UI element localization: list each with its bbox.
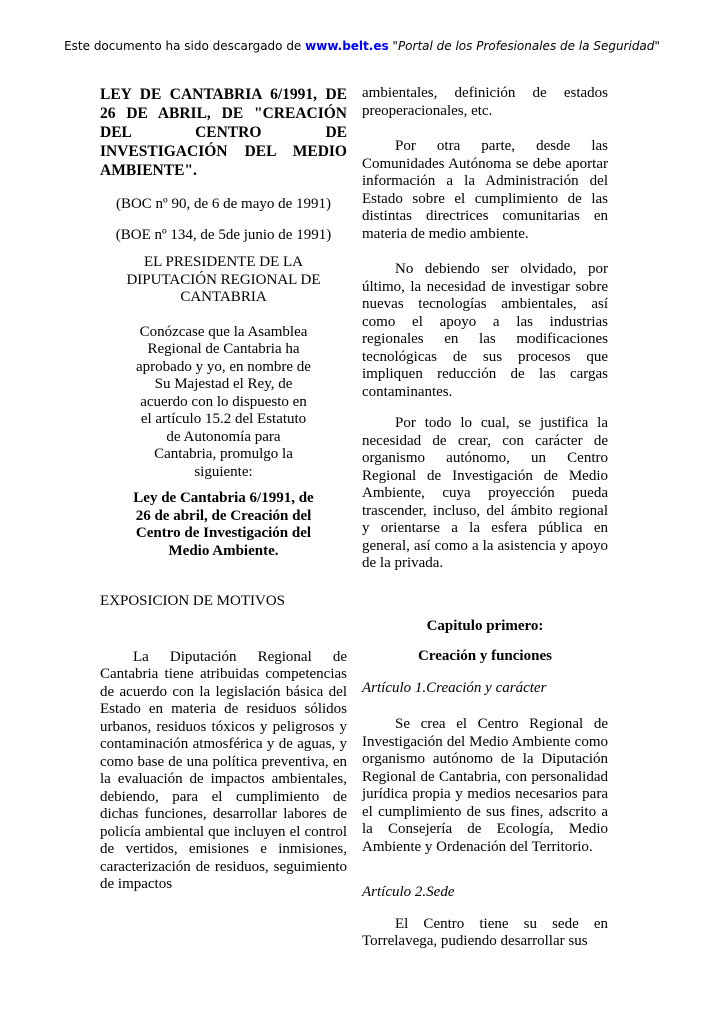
article-2-heading: Artículo 2.Sede — [362, 884, 455, 900]
continuation-paragraph: ambientales, definición de estados preoperacionales, etc. — [362, 85, 608, 119]
chapter-subheading: Creación y funciones — [418, 648, 552, 664]
boc-reference: (BOC nº 90, de 6 de mayo de 1991) — [115, 196, 332, 212]
president-heading: EL PRESIDENTE DE LA DIPUTACIÓN REGIONAL DE CANTABRIA — [126, 254, 321, 305]
right-column — [362, 85, 608, 951]
download-notice-text: Este documento ha sido descargado de — [64, 39, 306, 53]
two-column-body — [100, 85, 608, 951]
paragraph-por-otra-parte: Por otra parte, desde las Comunidades Autónoma se debe aportar información a la Administración del Estado sobre el cumplimiento de las distintas directrices comunitarias en materia de medio ambiente. — [362, 138, 608, 242]
article-1-heading: Artículo 1.Creación y carácter — [362, 679, 547, 696]
motivos-paragraph: La Diputación Regional de Cantabria tiene atribuidas competencias de acuerdo con la legislación básica del Estado en materia de residuos sólidos urbanos, residuos tóxicos y peligrosos y contaminación atmosférica y de aguas, y como base de una política preventiva, en la evaluación de impactos ambientales, debiendo, para el cumplimiento de dichas funciones, desarrollar labores de policía ambiental que incluyen el control de vertidos, emisiones e inmisiones, caracterización de residuos, seguimiento de impactos — [100, 648, 347, 892]
section-heading-exposicion: EXPOSICION DE MOTIVOS — [100, 593, 286, 609]
article-2-body: El Centro tiene su sede en Torrelavega, pudiendo desarrollar sus — [362, 915, 608, 949]
law-title-block: Ley de Cantabria 6/1991, de 26 de abril, de Creación del Centro de Investigación del Medio Ambiente. — [133, 490, 314, 559]
preamble-paragraph: Conózcase que la Asamblea Regional de Cantabria ha aprobado y yo, en nombre de Su Majestad el Rey, de acuerdo con lo dispuesto en el artículo 15.2 del Estatuto de Autonomía para Cantabria, promulgo la siguiente: — [136, 323, 311, 480]
law-main-title: LEY DE CANTABRIA 6/1991, DE 26 DE ABRIL, DE "CREACIÓN DEL CENTRO DE INVESTIGACIÓN DEL MEDIO AMBIENTE". — [100, 86, 347, 179]
download-notice — [0, 38, 724, 54]
left-column — [100, 85, 347, 951]
chapter-heading: Capitulo primero: — [426, 617, 544, 634]
article-1-body: Se crea el Centro Regional de Investigación del Medio Ambiente como organismo autónomo de la Diputación Regional de Cantabria, con personalidad jurídica propia y medios necesarios para el cumplimiento de sus fines, adscrito a la Consejería de Ecología, Medio Ambiente y Ordenación del Territorio. — [362, 716, 608, 855]
download-notice-quote: "Portal de los Profesionales de la Seguridad" — [388, 39, 660, 53]
boe-reference: (BOE nº 134, de 5de junio de 1991) — [115, 226, 332, 243]
paragraph-por-todo-lo-cual: Por todo lo cual, se justifica la necesidad de crear, con carácter de organismo autónomo, un Centro Regional de Investigación de Medio Ambiente, cuya proyección pueda trascender, incluso, del ámbito regional y orientarse a la esfera pública en general, así como a la asistencia y apoyo de la privada. — [362, 415, 608, 571]
paragraph-no-debiendo: No debiendo ser olvidado, por último, la necesidad de investigar sobre nuevas tecnologías ambientales, así como el apoyo a las industrias regionales en las modificaciones tecnológicas de sus procesos que impliquen reducción de las cargas contaminantes. — [362, 261, 608, 400]
belt-es-link[interactable]: www.belt.es — [305, 39, 389, 53]
